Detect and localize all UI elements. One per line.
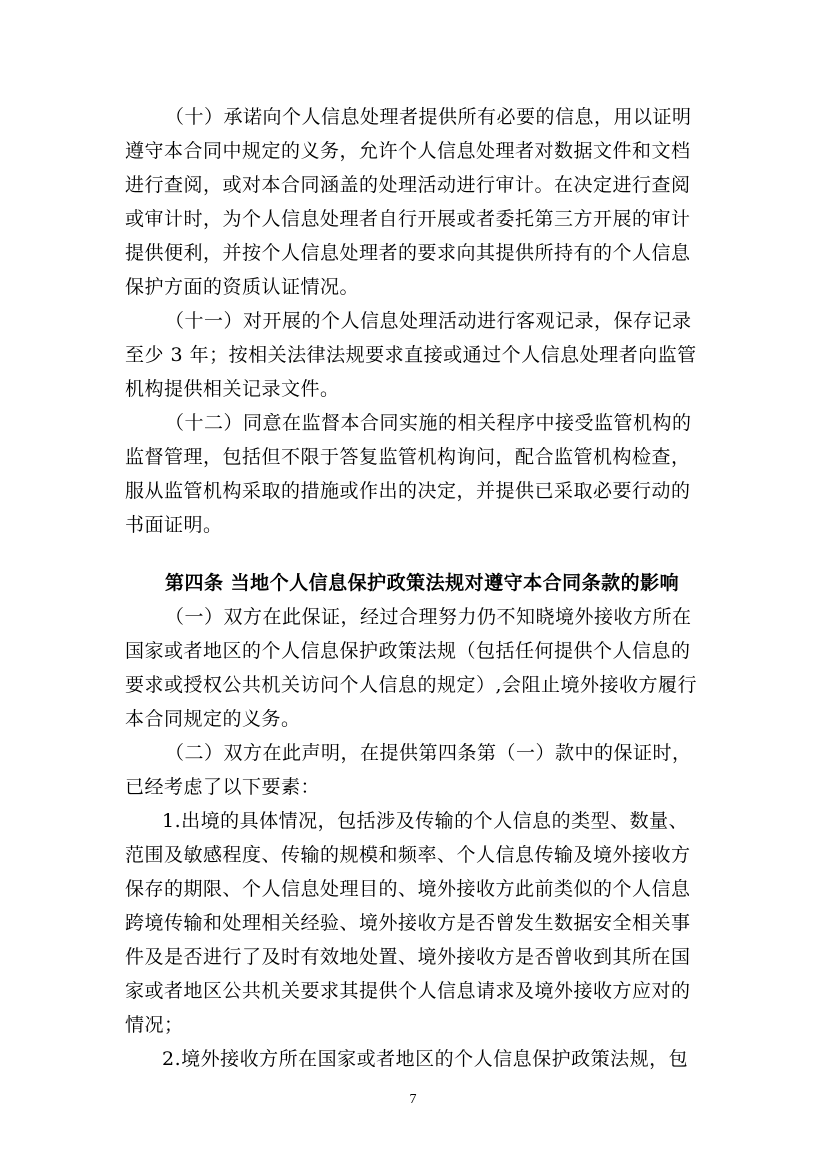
paragraph-10-line-2: 遵守本合同中规定的义务，允许个人信息处理者对数据文件和文档	[125, 140, 691, 162]
article-4-para-1-line-4: 本合同规定的义务。	[125, 708, 301, 730]
article-4-para-1-line-3: 要求或授权公共机关访问个人信息的规定）,会阻止境外接收方履行	[125, 674, 698, 696]
item-1-line-7: 情况；	[125, 1014, 184, 1036]
paragraph-11-line-2: 至少 3 年；按相关法律法规要求直接或通过个人信息处理者向监管	[125, 344, 697, 366]
paragraph-12-line-2: 监督管理，包括但不限于答复监管机构询问，配合监管机构检查，	[125, 446, 691, 468]
article-4-para-2-line-1: （二）双方在此声明，在提供第四条第（一）款中的保证时，	[165, 742, 692, 764]
paragraph-11-line-1: （十一）对开展的个人信息处理活动进行客观记录，保存记录	[165, 310, 692, 332]
item-1-line-4: 跨境传输和处理相关经验、境外接收方是否曾发生数据安全相关事	[125, 912, 691, 934]
paragraph-10-line-4: 或审计时，为个人信息处理者自行开展或者委托第三方开展的审计	[125, 208, 691, 230]
paragraph-10-line-5: 提供便利，并按个人信息处理者的要求向其提供所持有的个人信息	[125, 242, 691, 264]
paragraph-12-line-4: 书面证明。	[125, 514, 223, 536]
paragraph-10-line-3: 进行查阅，或对本合同涵盖的处理活动进行审计。在决定进行查阅	[125, 174, 691, 196]
item-2-line-1: 2.境外接收方所在国家或者地区的个人信息保护政策法规，包	[162, 1048, 689, 1070]
item-1-line-1: 1.出境的具体情况，包括涉及传输的个人信息的类型、数量、	[162, 810, 689, 832]
item-1-line-2: 范围及敏感程度、传输的规模和频率、个人信息传输及境外接收方	[125, 844, 691, 866]
article-4-para-1-line-1: （一）双方在此保证，经过合理努力仍不知晓境外接收方所在	[165, 606, 692, 628]
paragraph-12-line-3: 服从监管机构采取的措施或作出的决定，并提供已采取必要行动的	[125, 480, 691, 502]
paragraph-10-line-1: （十）承诺向个人信息处理者提供所有必要的信息，用以证明	[165, 106, 692, 128]
article-4-para-2-line-2: 已经考虑了以下要素：	[125, 776, 321, 798]
item-1-line-5: 件及是否进行了及时有效地处置、境外接收方是否曾收到其所在国	[125, 946, 691, 968]
paragraph-11-line-3: 机构提供相关记录文件。	[125, 378, 340, 400]
paragraph-12-line-1: （十二）同意在监督本合同实施的相关程序中接受监管机构的	[165, 412, 692, 434]
article-4-heading: 第四条 当地个人信息保护政策法规对遵守本合同条款的影响	[165, 572, 680, 594]
paragraph-10-line-6: 保护方面的资质认证情况。	[125, 276, 360, 298]
page-number: 7	[409, 1092, 417, 1107]
article-4-para-1-line-2: 国家或者地区的个人信息保护政策法规（包括任何提供个人信息的	[125, 640, 691, 662]
item-1-line-6: 家或者地区公共机关要求其提供个人信息请求及境外接收方应对的	[125, 980, 691, 1002]
item-1-line-3: 保存的期限、个人信息处理目的、境外接收方此前类似的个人信息	[125, 878, 691, 900]
